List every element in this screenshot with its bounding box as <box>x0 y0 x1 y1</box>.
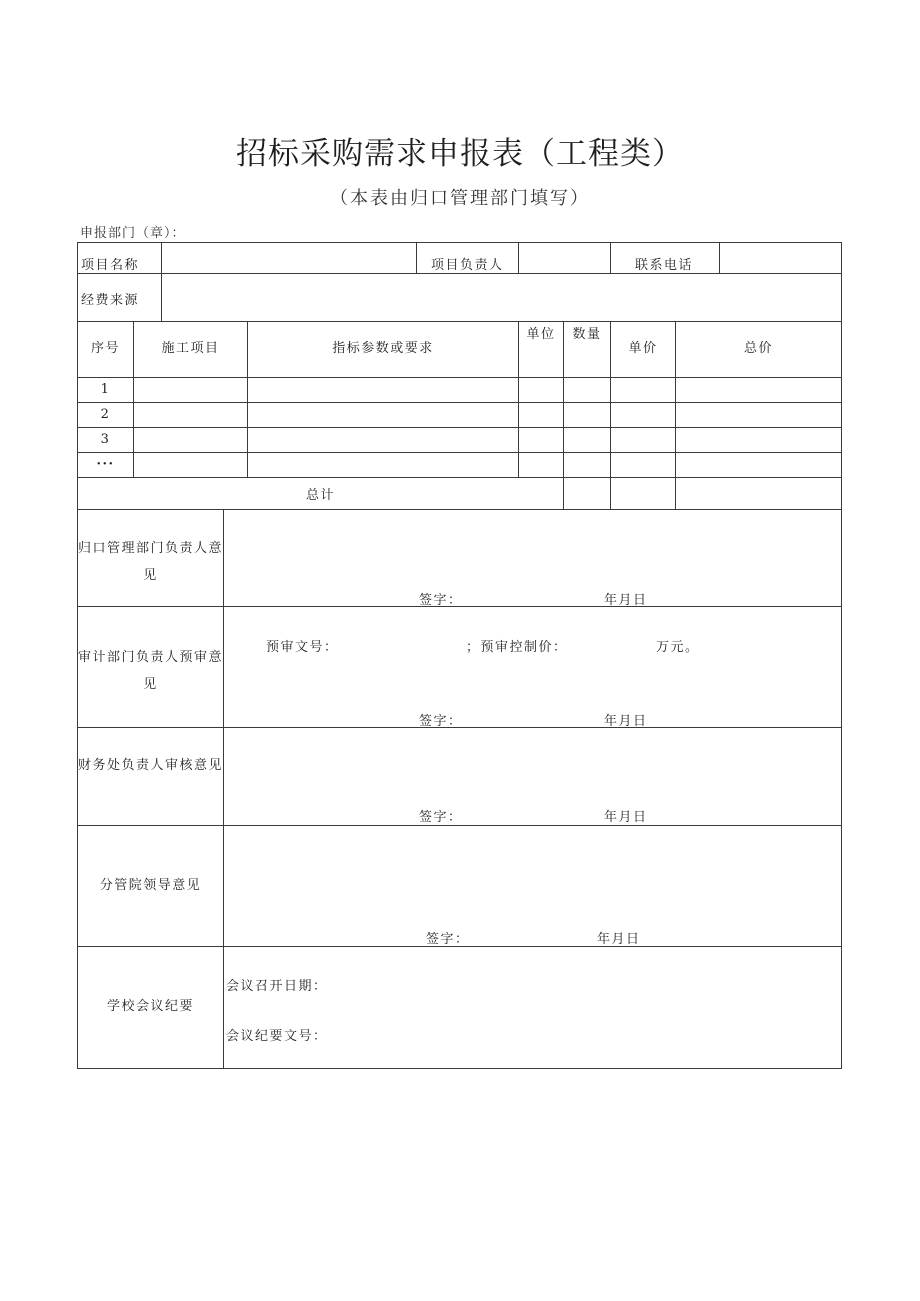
audit-date-label: 年月日 <box>604 714 648 729</box>
phone-field[interactable] <box>720 243 841 273</box>
audit-doc-no-label: 预审文号： <box>266 640 339 655</box>
project-name-label: 项目名称 <box>81 258 140 273</box>
row-seq-ellipsis: ··· <box>96 457 115 472</box>
col-divider <box>610 242 611 274</box>
finance-sign-label: 签字： <box>419 810 463 825</box>
leader-opinion-label: 分管院领导意见 <box>99 878 202 893</box>
mgmt-date-label: 年月日 <box>604 593 648 608</box>
row-seq: 3 <box>100 432 111 447</box>
finance-opinion-field[interactable] <box>224 728 841 825</box>
applicant-dept-label: 申报部门（章）： <box>80 226 186 241</box>
mgmt-opinion-label: 归口管理部门负责人意见 <box>78 541 224 583</box>
header-unit: 单位 <box>526 327 556 342</box>
meeting-minutes-label: 学校会议纪要 <box>106 999 194 1014</box>
row-seq: 2 <box>100 407 111 422</box>
phone-label: 联系电话 <box>635 258 694 273</box>
project-leader-field[interactable] <box>519 243 610 273</box>
finance-date-label: 年月日 <box>604 810 648 825</box>
leader-opinion-field[interactable] <box>224 826 841 946</box>
total-label: 总计 <box>305 488 335 503</box>
form-subtitle: （本表由归口管理部门填写） <box>330 188 590 209</box>
form-title: 招标采购需求申报表（工程类） <box>236 136 684 172</box>
mgmt-sign-label: 签字： <box>419 593 463 608</box>
table-border-right <box>841 242 842 1069</box>
header-spec: 指标参数或要求 <box>332 341 434 356</box>
finance-opinion-label: 财务处负责人审核意见 <box>78 758 224 773</box>
mgmt-opinion-field[interactable] <box>224 510 841 606</box>
header-work-item: 施工项目 <box>161 341 220 356</box>
row-seq: 1 <box>100 382 111 397</box>
project-leader-label: 项目负责人 <box>431 258 504 273</box>
audit-control-price-label: ；预审控制价： <box>466 640 568 655</box>
table-border-bottom <box>77 1068 842 1069</box>
row-divider <box>77 477 842 478</box>
header-unit-price: 单价 <box>628 341 658 356</box>
meeting-doc-no-label: 会议纪要文号： <box>226 1029 328 1044</box>
fund-source-field[interactable] <box>162 274 841 321</box>
leader-date-label: 年月日 <box>597 932 641 947</box>
meeting-date-label: 会议召开日期： <box>226 979 328 994</box>
col-divider <box>416 242 417 274</box>
leader-sign-label: 签字： <box>426 932 470 947</box>
row-divider <box>77 377 842 378</box>
audit-opinion-label: 审计部门负责人预审意见 <box>78 650 224 692</box>
fund-source-label: 经费来源 <box>81 293 140 308</box>
row-divider <box>77 402 842 403</box>
audit-unit-label: 万元。 <box>656 640 700 655</box>
audit-sign-label: 签字： <box>419 714 463 729</box>
row-divider <box>77 321 842 322</box>
row-divider <box>77 452 842 453</box>
header-total-price: 总价 <box>743 341 773 356</box>
project-name-field[interactable] <box>162 243 416 273</box>
col-divider <box>563 321 564 510</box>
row-divider <box>77 427 842 428</box>
header-quantity: 数量 <box>572 327 602 342</box>
header-seq: 序号 <box>90 341 120 356</box>
